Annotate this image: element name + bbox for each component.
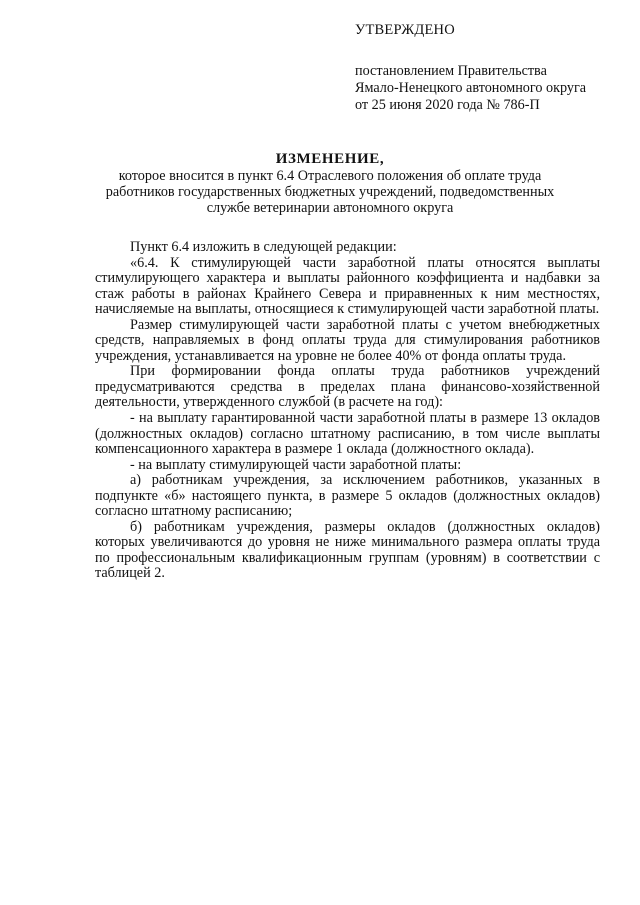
approval-line-government: Ямало-Ненецкого автономного округа — [355, 80, 587, 96]
body-paragraph-subitem-a: а) работникам учреждения, за исключением работников, указанных в подпункте «б» настоящего пункта, в размере 5 окладов (должностных окладов) согласно штатному расписанию; — [95, 472, 600, 520]
body-paragraph-6-4: «6.4. К стимулирующей части заработной платы относятся выплаты стимулирующего характера и выплаты районного коэффициента и надбавки за стаж работы в районах Крайнего Севера и приравненных к ним местностях, начисляемые на выплаты, относящиеся к стимулирующей части заработной платы. — [95, 254, 600, 318]
body-paragraph-guaranteed-part: - на выплату гарантированной части заработной платы в размере 13 окладов (должностных окладов) согласно штатному расписанию, в том числе выплаты компенсационного характера в размере 1 оклада (должностного оклада). — [95, 410, 600, 458]
body-paragraph-stimulating-size: Размер стимулирующей части заработной платы с учетом внебюджетных средств, направляемых в фонд оплаты труда для стимулирования работников учреждения, устанавливается на уровне не более 40% от фонда оплаты труда. — [95, 316, 600, 364]
body-paragraph-stimulating-part: - на выплату стимулирующей части заработной платы: — [130, 456, 462, 473]
body-paragraph-intro: Пункт 6.4 изложить в следующей редакции: — [130, 239, 397, 255]
document-title: ИЗМЕНЕНИЕ, — [275, 151, 385, 167]
approval-heading: УТВЕРЖДЕНО — [355, 22, 455, 38]
document-subtitle-line: службе ветеринарии автономного округа — [206, 200, 454, 216]
body-paragraph-fund-formation: При формировании фонда оплаты труда работников учреждений предусматриваются средства в пределах плана финансово-хозяйственной деятельности, утвержденного службой (в расчете на год): — [95, 363, 600, 411]
body-paragraph-subitem-b: б) работникам учреждения, размеры окладов (должностных окладов) которых увеличиваются до уровня не ниже минимального размера оплаты труда по профессиональным квалификационным группам (уровням) в соответствии с таблицей 2. — [95, 518, 600, 582]
approval-line-date: от 25 июня 2020 года № 786-П — [355, 97, 540, 113]
document-subtitle-line: которое вносится в пункт 6.4 Отраслевого положения об оплате труда — [118, 168, 542, 184]
document-subtitle-line: работников государственных бюджетных учреждений, подведомственных — [105, 184, 555, 200]
document-title-block — [70, 151, 590, 216]
document-body — [95, 240, 600, 582]
approval-line-decree: постановлением Правительства — [355, 63, 547, 79]
approval-stamp — [355, 22, 615, 114]
